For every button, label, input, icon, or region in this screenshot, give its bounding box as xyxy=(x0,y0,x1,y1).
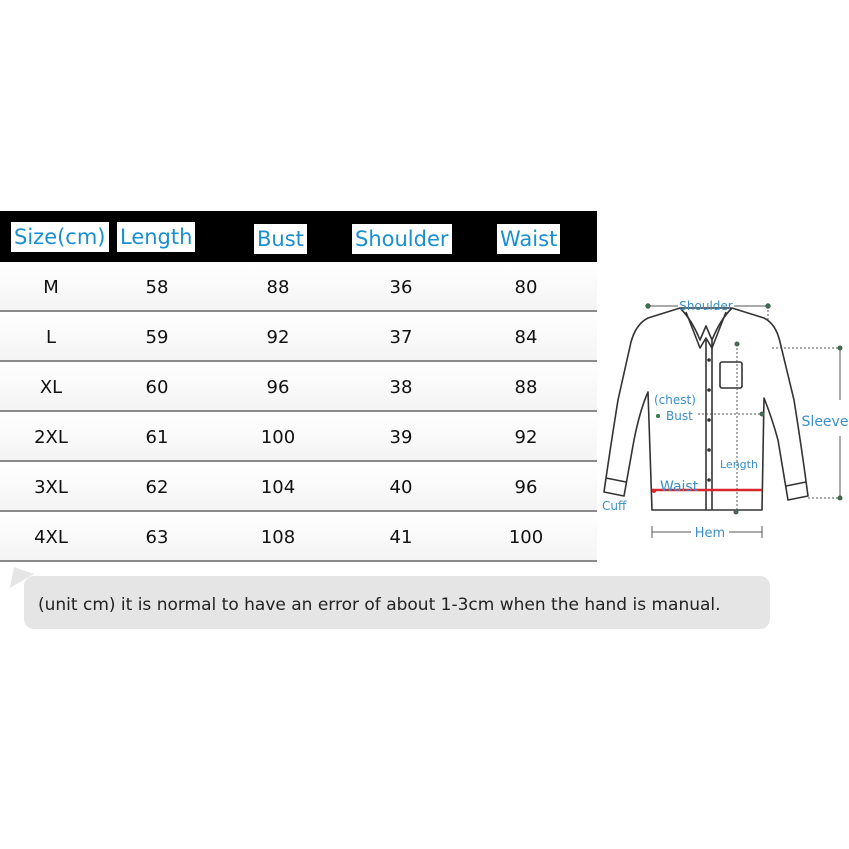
waist-label: Waist xyxy=(660,479,699,495)
cuff-label: Cuff xyxy=(602,499,627,513)
cell-shoulder: 39 xyxy=(389,427,413,448)
note-text: (unit cm) it is normal to have an error of about 1-3cm when the hand is manual. xyxy=(38,595,721,615)
cell-waist: 100 xyxy=(508,527,544,548)
length-label: Length xyxy=(720,458,758,471)
cell-length: 61 xyxy=(145,427,169,448)
cell-bust: 96 xyxy=(266,377,290,398)
cell-length: 58 xyxy=(145,277,169,298)
shirt-outline xyxy=(604,308,808,510)
cell-waist: 84 xyxy=(514,327,538,348)
hem-label: Hem xyxy=(694,526,726,541)
cell-shoulder: 37 xyxy=(389,327,413,348)
shoulder-label: Shoulder xyxy=(679,299,733,313)
cell-bust: 92 xyxy=(266,327,290,348)
table-row xyxy=(0,362,597,412)
cell-waist: 96 xyxy=(514,477,538,498)
cell-size: L xyxy=(45,327,57,348)
header-shoulder: Shoulder xyxy=(352,224,452,254)
cell-bust: 100 xyxy=(260,427,296,448)
cell-size: 4XL xyxy=(34,527,68,548)
shirt-buttons xyxy=(707,358,711,482)
cell-length: 63 xyxy=(145,527,169,548)
header-bust: Bust xyxy=(254,224,307,254)
table-row xyxy=(0,262,597,312)
cell-shoulder: 36 xyxy=(389,277,413,298)
table-header xyxy=(0,211,597,262)
sleeve-label: Sleeve xyxy=(801,414,849,430)
table-row xyxy=(0,312,597,362)
cell-shoulder: 38 xyxy=(389,377,413,398)
length-dimension xyxy=(735,342,739,510)
chest-label: (chest) xyxy=(654,393,696,407)
table-row xyxy=(0,512,597,562)
cell-size: XL xyxy=(39,377,63,398)
cell-waist: 80 xyxy=(514,277,538,298)
cell-length: 60 xyxy=(145,377,169,398)
measurement-note xyxy=(24,576,770,629)
cell-waist: 88 xyxy=(514,377,538,398)
cell-bust: 108 xyxy=(260,527,296,548)
cell-length: 59 xyxy=(145,327,169,348)
cell-size: 3XL xyxy=(34,477,68,498)
cell-shoulder: 40 xyxy=(389,477,413,498)
cell-size: M xyxy=(43,277,59,298)
header-waist: Waist xyxy=(497,224,560,254)
table-row xyxy=(0,412,597,462)
cell-shoulder: 41 xyxy=(389,527,413,548)
cell-bust: 88 xyxy=(266,277,290,298)
bust-label: Bust xyxy=(666,409,693,423)
bust-point xyxy=(656,414,660,418)
header-size: Size(cm) xyxy=(11,222,109,252)
table-row xyxy=(0,462,597,512)
cell-size: 2XL xyxy=(34,427,68,448)
cell-length: 62 xyxy=(145,477,169,498)
bust-dimension xyxy=(698,412,764,416)
header-length: Length xyxy=(117,222,195,252)
cell-bust: 104 xyxy=(260,477,296,498)
shirt-measurement-diagram xyxy=(596,290,849,550)
size-table xyxy=(0,211,597,562)
waist-point xyxy=(652,489,656,493)
cell-waist: 92 xyxy=(514,427,538,448)
